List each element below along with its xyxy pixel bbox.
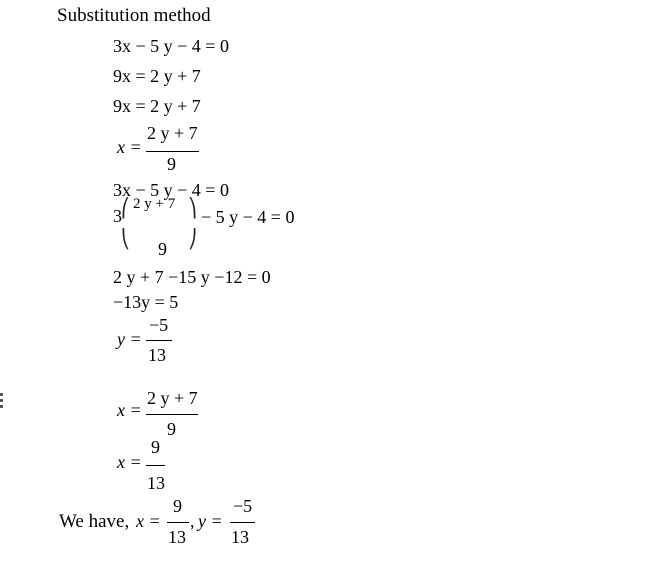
- sub-denominator: 9: [158, 239, 167, 259]
- fraction-numerator: 9: [151, 437, 160, 457]
- result-x-numerator: 9: [173, 496, 182, 516]
- fraction-denominator: 13: [147, 473, 165, 493]
- equation-1: 3x − 5 y − 4 = 0: [113, 36, 229, 56]
- result-prefix: We have,: [59, 511, 130, 532]
- fraction-bar: [146, 414, 198, 415]
- fraction-lhs: x =: [117, 452, 142, 472]
- dot: [0, 399, 3, 402]
- vertical-ellipsis-icon[interactable]: [0, 393, 4, 411]
- fraction-bar: [146, 465, 165, 466]
- result-y-numerator: −5: [233, 496, 253, 516]
- fraction-denominator: 9: [167, 154, 176, 174]
- fraction-denominator: 9: [167, 419, 176, 439]
- fraction-numerator: 2 y + 7: [147, 123, 198, 143]
- dot: [0, 405, 3, 408]
- heading: Substitution method: [57, 5, 211, 26]
- result-x-denominator: 13: [168, 527, 186, 547]
- fraction-bar: [146, 151, 199, 152]
- equation-2: 9x = 2 y + 7: [113, 66, 201, 86]
- result-y-lhs: y =: [198, 511, 223, 531]
- sub-remainder: − 5 y − 4 = 0: [201, 207, 295, 227]
- left-paren-bottom: ⎝: [121, 229, 130, 249]
- equation-6: −13y = 5: [113, 292, 179, 312]
- fraction-numerator: −5: [149, 315, 169, 335]
- equation-3: 9x = 2 y + 7: [113, 96, 201, 116]
- result-x-lhs: x =: [136, 511, 161, 531]
- fraction-denominator: 13: [148, 345, 166, 365]
- result-x-bar: [167, 522, 189, 523]
- dot: [0, 393, 3, 396]
- fraction-numerator: 2 y + 7: [147, 388, 198, 408]
- fraction-lhs: x =: [117, 137, 142, 157]
- result-separator: ,: [190, 511, 195, 531]
- equation-4: 3x − 5 y − 4 = 0: [113, 180, 229, 200]
- fraction-bar: [146, 340, 172, 341]
- sub-coefficient: 3: [113, 206, 122, 226]
- fraction-lhs: y =: [117, 329, 142, 349]
- equation-5: 2 y + 7 −15 y −12 = 0: [113, 267, 271, 287]
- result-y-bar: [230, 522, 255, 523]
- result-y-denominator: 13: [231, 527, 249, 547]
- sub-numerator: 2 y + 7: [133, 196, 176, 212]
- fraction-lhs: x =: [117, 400, 142, 420]
- right-paren-top: ⎞: [188, 198, 197, 218]
- left-paren-top: ⎛: [121, 198, 130, 218]
- right-paren-bottom: ⎠: [188, 229, 197, 249]
